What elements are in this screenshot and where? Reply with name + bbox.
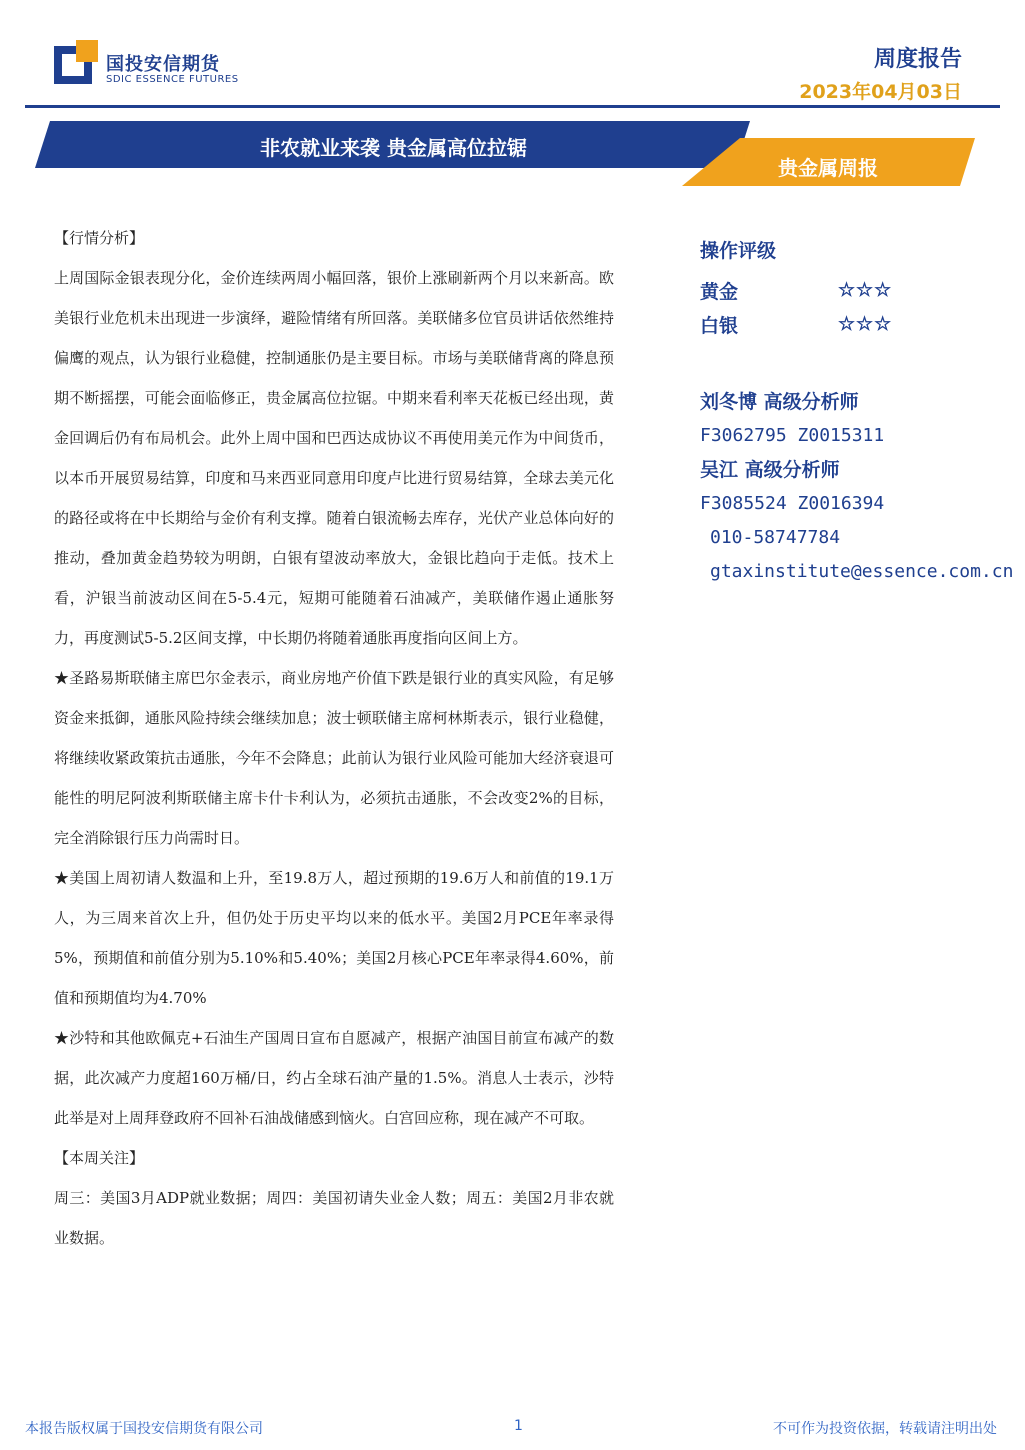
section-tag: 贵金属周报 bbox=[778, 156, 878, 180]
star-rating-icon: ☆☆☆ bbox=[838, 313, 893, 335]
bullet-fed-officials: ★圣路易斯联储主席巴尔金表示，商业房地产价值下跌是银行业的真实风险，有足够资金来抵御，通胀风险持续会继续加息；波士顿联储主席柯林斯表示，银行业稳健，将继续收紧政策抗击通胀，今年不会降息；此前认为银行业风险可能加大经济衰退可能性的明尼阿波利斯联储主席卡什卡利认为，必须抗击通胀，不会改变2%的目标，完全消除银行压力尚需时日。 bbox=[54, 669, 614, 847]
section-title-analysis: 【行情分析】 bbox=[54, 229, 145, 247]
rating-label: 白银 bbox=[700, 314, 739, 337]
rating-row-gold bbox=[700, 273, 1020, 307]
focus-paragraph: 周三：美国3月ADP就业数据；周四：美国初请失业金人数；周五：美国2月非农就业数据。 bbox=[54, 1189, 614, 1247]
company-name-cn: 国投安信期货 bbox=[106, 54, 220, 75]
header-divider bbox=[25, 105, 1000, 108]
footer-disclaimer: 不可作为投资依据，转载请注明出处 bbox=[773, 1421, 997, 1437]
contact-email: gtaxinstitute@essence.com.cn bbox=[710, 561, 1014, 582]
section-title-focus: 【本周关注】 bbox=[54, 1149, 145, 1167]
footer-copyright: 本报告版权属于国投安信期货有限公司 bbox=[25, 1421, 263, 1437]
analyst-cert: F3085524 Z0016394 bbox=[700, 493, 885, 514]
rating-title: 操作评级 bbox=[700, 240, 777, 262]
analyst-name: 吴江 高级分析师 bbox=[700, 459, 840, 481]
analyst-cert: F3062795 Z0015311 bbox=[700, 425, 885, 446]
company-logo-icon bbox=[54, 40, 98, 84]
analyst-name: 刘冬博 高级分析师 bbox=[700, 391, 859, 413]
company-name-en: SDIC ESSENCE FUTURES bbox=[106, 74, 239, 85]
sidebar bbox=[700, 236, 1020, 589]
report-type: 周度报告 bbox=[873, 47, 962, 72]
contact-phone: 010-58747784 bbox=[710, 527, 841, 548]
bullet-opec: ★沙特和其他欧佩克+石油生产国周日宣布自愿减产，根据产油国目前宣布减产的数据，此次减产力度超160万桶/日，约占全球石油产量的1.5%。消息人士表示，沙特此举是对上周拜登政府不回补石油战储感到恼火。白宫回应称，现在减产不可取。 bbox=[54, 1029, 614, 1127]
report-title: 非农就业来袭 贵金属高位拉锯 bbox=[260, 136, 527, 160]
analysis-paragraph: 上周国际金银表现分化，金价连续两周小幅回落，银价上涨刷新两个月以来新高。欧美银行业危机未出现进一步演绎，避险情绪有所回落。美联储多位官员讲话依然维持偏鹰的观点，认为银行业稳健，控制通胀仍是主要目标。市场与美联储背离的降息预期不断摇摆，可能会面临修正，贵金属高位拉锯。中期来看利率天花板已经出现，黄金回调后仍有布局机会。此外上周中国和巴西达成协议不再使用美元作为中间货币，以本币开展贸易结算，印度和马来西亚同意用印度卢比进行贸易结算，全球去美元化的路径或将在中长期给与金价有利支撑。随着白银流畅去库存，光伏产业总体向好的推动，叠加黄金趋势较为明朗，白银有望波动率放大，金银比趋向于走低。技术上看，沪银当前波动区间在5-5.4元，短期可能随着石油减产，美联储作遏止通胀努力，再度测试5-5.2区间支撑，中长期仍将随着通胀再度指向区间上方。 bbox=[54, 269, 614, 647]
bullet-us-data: ★美国上周初请人数温和上升，至19.8万人，超过预期的19.6万人和前值的19.1万人，为三周来首次上升，但仍处于历史平均以来的低水平。美国2月PCE年率录得5%，预期值和前值分别为5.10%和5.40%；美国2月核心PCE年率录得4.60%，前值和预期值均为4.70% bbox=[54, 869, 614, 1007]
report-date: 2023年04月03日 bbox=[799, 81, 962, 103]
analyst-block bbox=[700, 385, 1020, 521]
rating-label: 黄金 bbox=[700, 280, 739, 303]
rating-row-silver bbox=[700, 307, 1020, 341]
page-number: 1 bbox=[514, 1418, 523, 1434]
main-content bbox=[54, 218, 614, 1258]
star-rating-icon: ☆☆☆ bbox=[838, 279, 893, 301]
